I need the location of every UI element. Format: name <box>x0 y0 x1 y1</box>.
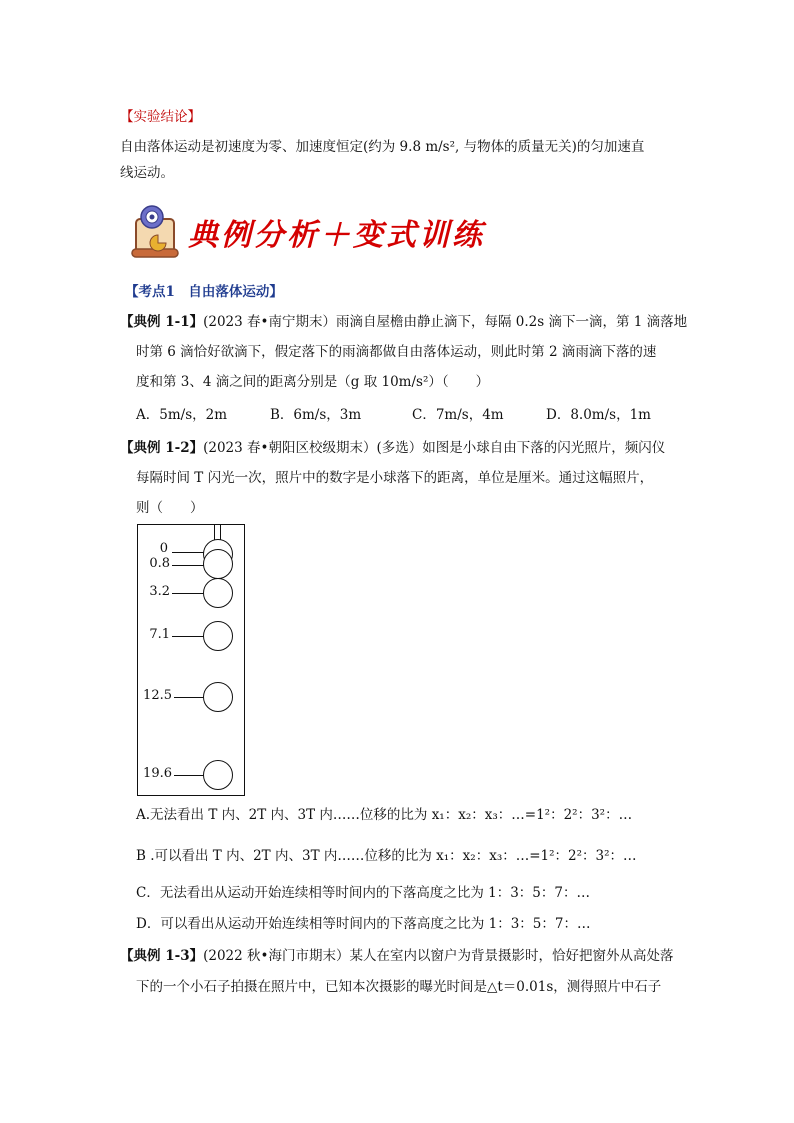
q1-line-3: 度和第 3、4 滴之间的距离分别是（g 取 10m/s²）（ ） <box>136 374 490 390</box>
ball-2 <box>203 578 233 608</box>
scroll-book-icon <box>130 203 180 261</box>
conclusion-heading: 【实验结论】 <box>120 109 201 125</box>
distance-label-0: 0 <box>159 541 168 556</box>
topic-heading: 【考点1 自由落体运动】 <box>125 284 283 300</box>
tick-5 <box>174 775 204 776</box>
q3-text-1: (2022 秋•海门市期末）某人在室内以窗户为背景摄影时，恰好把窗外从高处落 <box>203 948 674 964</box>
q1-option-a: A．5m/s，2m <box>136 407 228 423</box>
q3-line-1 <box>120 946 673 966</box>
q1-option-d: D．8.0m/s，1m <box>546 407 651 423</box>
banner-title: 典例分析＋变式训练 <box>188 218 485 253</box>
q1-option-b: B．6m/s，3m <box>270 407 362 423</box>
q1-tag: 【典例 1-1】 <box>120 314 204 330</box>
flash-photo-figure <box>137 524 245 796</box>
conclusion-line-1: 自由落体运动是初速度为零、加速度恒定(约为 9.8 m/s², 与物体的质量无关)的匀加速直 <box>120 139 645 155</box>
q3-tag: 【典例 1-3】 <box>120 948 204 964</box>
conclusion-line-2: 线运动。 <box>120 165 174 181</box>
q2-text-1: (2023 春•朝阳区校级期末）(多选）如图是小球自由下落的闪光照片，频闪仪 <box>203 440 666 456</box>
q1-line-2: 时第 6 滴恰好欲滴下，假定落下的雨滴都做自由落体运动，则此时第 2 滴雨滴下落的速 <box>136 344 657 360</box>
q3-line-2: 下的一个小石子拍摄在照片中，已知本次摄影的曝光时间是△t＝0.01s，测得照片中石子 <box>136 979 662 995</box>
q2-line-1 <box>120 438 665 458</box>
tick-0 <box>172 552 204 553</box>
ball-1 <box>203 549 233 579</box>
tick-2 <box>172 593 204 594</box>
ball-4 <box>203 682 233 712</box>
distance-label-3: 7.1 <box>149 627 170 642</box>
tick-4 <box>174 697 204 698</box>
q2-option-d: D．可以看出从运动开始连续相等时间内的下落高度之比为 1：3：5：7：… <box>136 916 591 932</box>
distance-label-2: 3.2 <box>149 584 170 599</box>
distance-label-4: 12.5 <box>143 688 172 703</box>
q2-option-b: B .可以看出 T 内、2T 内、3T 内……位移的比为 x₁：x₂：x₃：…=1²：2²：3²：… <box>136 848 637 864</box>
tick-3 <box>172 636 204 637</box>
q2-tag: 【典例 1-2】 <box>120 440 204 456</box>
q2-option-a: A.无法看出 T 内、2T 内、3T 内……位移的比为 x₁：x₂：x₃：…=1²：2²：3²：… <box>136 807 633 823</box>
ball-3 <box>203 621 233 651</box>
tick-1 <box>172 565 204 566</box>
distance-label-5: 19.6 <box>143 766 172 781</box>
distance-label-1: 0.8 <box>149 556 170 571</box>
q2-line-3: 则（ ） <box>136 500 204 516</box>
q1-line-1 <box>120 312 687 332</box>
q2-option-c: C．无法看出从运动开始连续相等时间内的下落高度之比为 1：3：5：7：… <box>136 885 590 901</box>
q2-line-2: 每隔时间 T 闪光一次，照片中的数字是小球落下的距离，单位是厘米。通过这幅照片， <box>136 470 654 486</box>
q1-option-c: C．7m/s，4m <box>412 407 504 423</box>
ball-5 <box>203 760 233 790</box>
q1-text-1: (2023 春•南宁期末）雨滴自屋檐由静止滴下，每隔 0.2s 滴下一滴，第 1 滴落地 <box>203 314 688 330</box>
